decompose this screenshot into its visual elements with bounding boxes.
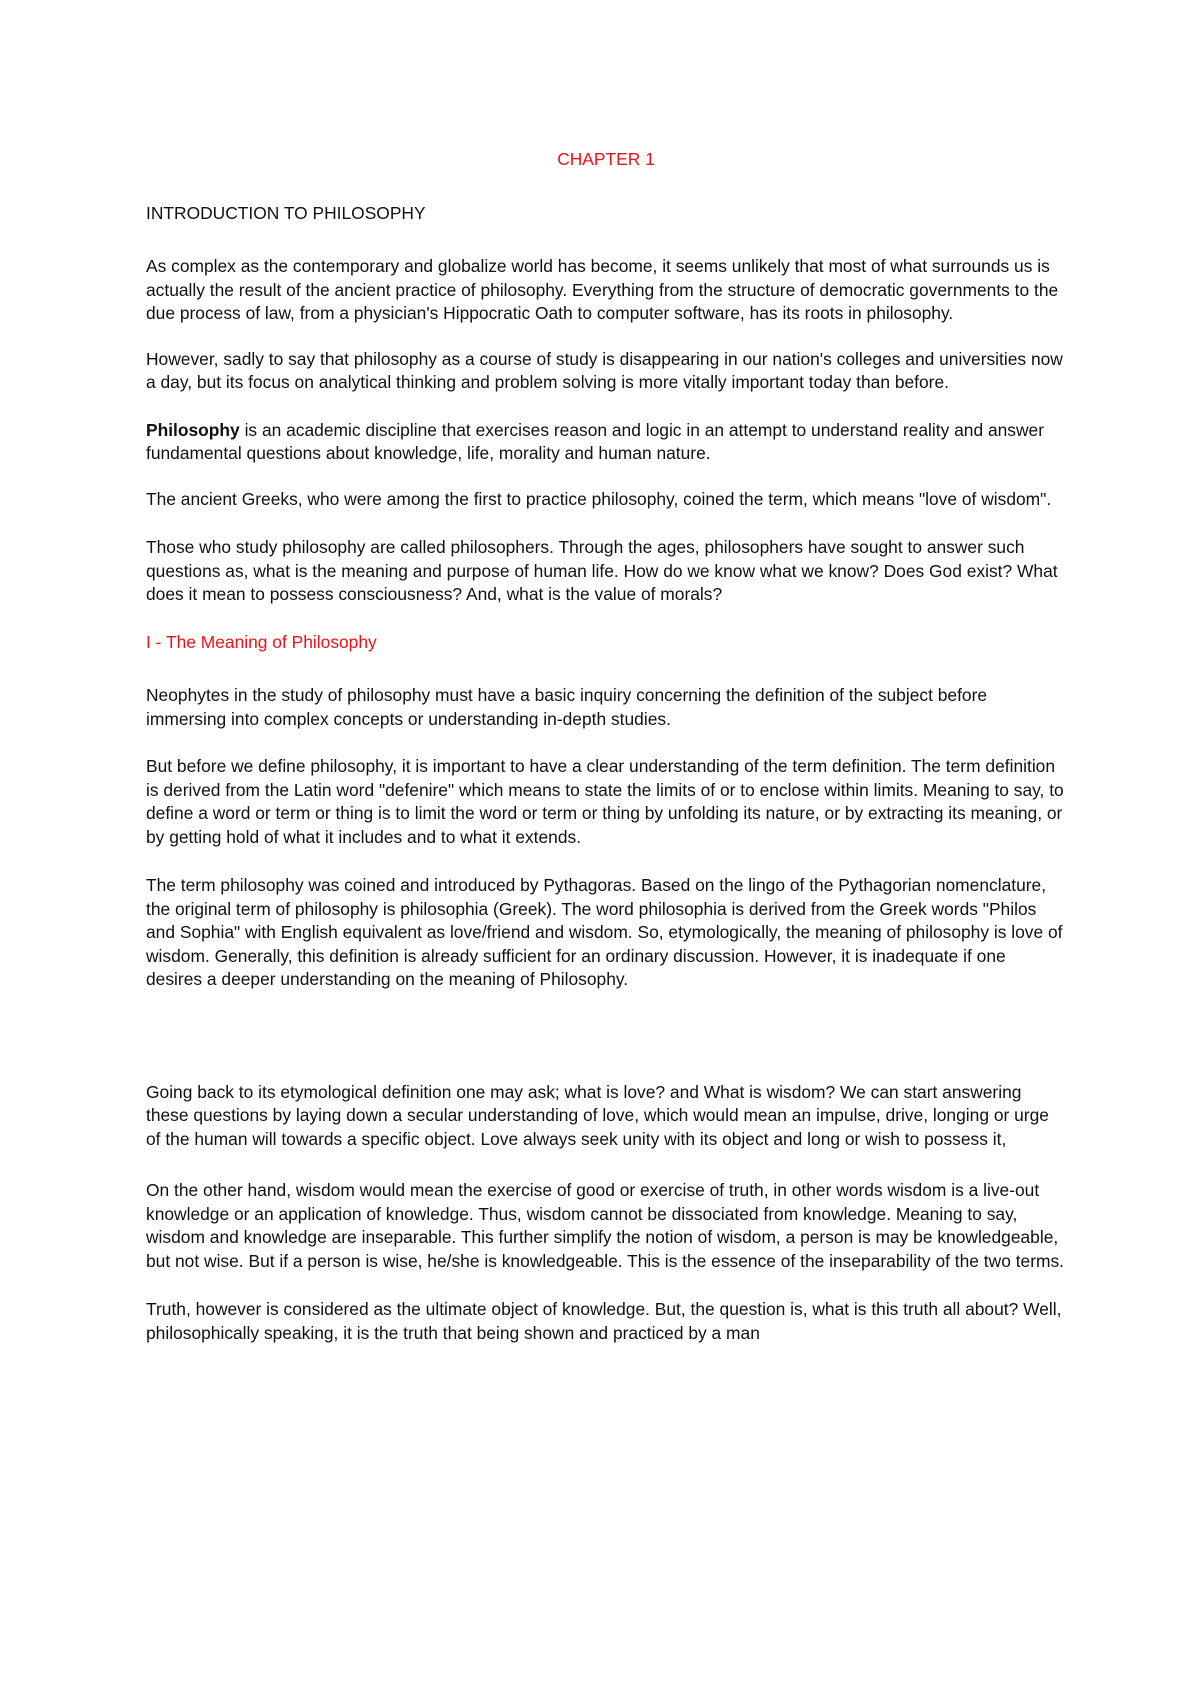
paragraph-definition [146, 419, 1066, 466]
paragraph-truth: Truth, however is considered as the ultimate object of knowledge. But, the question is, what is this truth all about? Well, philosophically speaking, it is the truth that being shown and practiced by a man [146, 1299, 1062, 1343]
chapter-label: CHAPTER 1 [557, 149, 655, 169]
paragraph-wisdom: On the other hand, wisdom would mean the exercise of good or exercise of truth, in other words wisdom is a live-out knowledge or an application of knowledge. Thus, wisdom cannot be dissociated from knowledge. Meaning to say, wisdom and knowledge are inseparable. This further simplify the notion of wisdom, a person is may be knowledgeable, but not wise. But if a person is wise, he/she is knowledgeable. This is the essence of the inseparability of the two terms. [146, 1180, 1065, 1271]
philosophy-term: Philosophy [146, 419, 240, 440]
definition-text: is an academic discipline that exercises reason and logic in an attempt to understand reality and answer fundamental questions about knowledge, life, morality and human nature. [146, 419, 1045, 463]
paragraph-greeks: The ancient Greeks, who were among the first to practice philosophy, coined the term, which means "love of wisdom". [146, 488, 1052, 509]
paragraph-love: Going back to its etymological definition one may ask; what is love? and What is wisdom? We can start answering these questions by laying down a secular understanding of love, which would mean an impulse, drive, longing or urge of the human will towards a specific object. Love always seek unity with its object and long or wish to possess it, [146, 1081, 1049, 1149]
paragraph-neophytes: Neophytes in the study of philosophy must have a basic inquiry concerning the definition of the subject before immersing into complex concepts or understanding in-depth studies. [146, 685, 988, 729]
paragraph-decline: However, sadly to say that philosophy as a course of study is disappearing in our nation's colleges and universities now a day, but its focus on analytical thinking and problem solving is more vitally important today than before. [146, 348, 1063, 392]
document-body [146, 148, 1066, 1345]
paragraph-pythagoras: The term philosophy was coined and introduced by Pythagoras. Based on the lingo of the Pythagorian nomenclature, the original term of philosophy is philosophia (Greek). The word philosophia is derived from the Greek words "Philos and Sophia" with English equivalent as love/friend and wisdom. So, etymologically, the meaning of philosophy is love of wisdom. Generally, this definition is already sufficient for an ordinary discussion. However, it is inadequate if one desires a deeper understanding on the meaning of Philosophy. [146, 875, 1063, 989]
paragraph-term-definition: But before we define philosophy, it is important to have a clear understanding of the term definition. The term definition is derived from the Latin word "defenire" which means to state the limits of or to enclose within limits. Meaning to say, to define a word or term or thing is to limit the word or term or thing by unfolding its nature, or by extracting its meaning, or by getting hold of what it includes and to what it extends. [146, 756, 1064, 847]
paragraph-intro: As complex as the contemporary and globalize world has become, it seems unlikely that most of what surrounds us is actually the result of the ancient practice of philosophy. Everything from the structure of democratic governments to the due process of law, from a physician's Hippocratic Oath to computer software, has its roots in philosophy. [146, 256, 1059, 323]
document-title: INTRODUCTION TO PHILOSOPHY [146, 202, 426, 223]
section-heading-meaning: I - The Meaning of Philosophy [146, 631, 377, 652]
paragraph-philosophers: Those who study philosophy are called philosophers. Through the ages, philosophers have sought to answer such questions as, what is the meaning and purpose of human life. How do we know what we know? Does God exist? What does it mean to possess consciousness? And, what is the value of morals? [146, 537, 1058, 604]
